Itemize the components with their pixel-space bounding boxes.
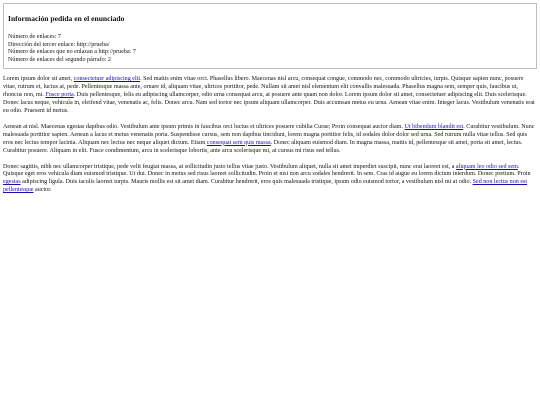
info-line-second-paragraph-link-count: Número de enlaces del segundo párrafo: 2 bbox=[8, 56, 111, 63]
link-fusce-porta[interactable]: Fusce porta bbox=[45, 92, 74, 99]
paragraph-text: . Duis pellentesque, felis eu adipiscing ullamcorper, odio urna consequat arcu, at posuere ante quam non dolor. Lorem ipsum dolor sit amet, consectetuer adipiscing elit. Duis scelerisque. Donec lacus neque, vehicula in, eleifend vitae, venenatis ac, felis. Donec arcu. Nam sed tortor nec ipsum aliquam ullamcorper. Duis accumsan metus eu urna. Aenean vitae enim. Integer lacus. Vestibulum venenatis erat eu odio. Praesent id metus. bbox=[3, 92, 535, 114]
info-title: Información pedida en el enunciado bbox=[8, 14, 125, 23]
paragraph-text: Lorem ipsum dolor sit amet, bbox=[3, 76, 74, 83]
link-consectetuer-adipiscing-elit[interactable]: consectetuer adipiscing elit bbox=[73, 76, 141, 83]
paragraph-text: Donec sagittis, nibh nec ullamcorper tristique, pede velit feugiat massa, at sollicitudin justo tellus vitae justo. Vestibulum aliquet, nulla sit amet imperdiet suscipit, nunc erat laoreet est, a bbox=[3, 163, 456, 170]
paragraph-text: . Quisque eget eros vehicula diam euismod tristique. Ut dui. Donec in metus sed risus laoreet sollicitudin. Proin et nisi non arcu sodales hendrerit. In sem. Cras id augue eu lorem dictum interdum. Donec pretium. Proin bbox=[3, 163, 531, 178]
link-ut-bibendum-blandit-est[interactable]: Ut bibendum blandit est bbox=[404, 123, 464, 130]
info-line-third-link-address: Dirección del tercer enlace: http://prueba/ bbox=[8, 41, 110, 48]
paragraph-3 bbox=[3, 164, 537, 196]
info-line-external-link-count: Número de enlaces que no enlazan a http://prueba: 7 bbox=[8, 49, 136, 56]
paragraph-text: adipiscing ligula. Duis iaculis laoreet turpis. Mauris mollis est sit amet diam. Curabitur hendrerit, eros quis malesuada tristique, ipsum odio euismod tortor, a vestibulum nisl mi at odio. bbox=[20, 179, 473, 186]
link-sed-non-lectus[interactable]: Sed non lectus non est pellentesque bbox=[3, 179, 528, 194]
paragraph-1 bbox=[3, 76, 537, 116]
link-consequat-sem-quis-massa[interactable]: consequat sem quis massa bbox=[206, 139, 271, 146]
paragraph-text: auctor. bbox=[33, 187, 52, 194]
paragraph-text: Aenean at nisl. Maecenas egestas dapibus odio. Vestibulum ante ipsum primis in faucibus orci luctus et ultrices posuere cubilia Curae; Proin consequat auctor diam. bbox=[3, 123, 405, 130]
info-list bbox=[8, 34, 532, 64]
info-box bbox=[3, 3, 537, 69]
link-aliquam-leo-odio-sed-sem[interactable]: aliquam leo odio sed sem bbox=[455, 163, 518, 170]
paragraph-2 bbox=[3, 124, 537, 156]
link-egestas[interactable]: egestas bbox=[3, 179, 21, 186]
page bbox=[0, 0, 540, 195]
paragraph-text: . Curabitur vestibulum. Nunc malesuada porttitor sapien. Aenean a lacus et metus venenatis porta. Suspendisse cursus, sem non dapibus tincidunt, lorem magna porttitor felis, id sodales dolor dolor sed urna. Sed rutrum nulla vitae tellus. Sed quis eros nec lectus tempor lacinia. Aliquam nec lectus nec neque aliquet dictum. Etiam bbox=[3, 123, 535, 146]
info-line-link-count: Número de enlaces: 7 bbox=[8, 34, 61, 40]
paragraph-text: . Donec aliquam euismod diam. In magna massa, mattis id, pellentesque sit amet, porta sit amet, lectus. Curabitur posuere. Aliquam in elit. Fusce condimentum, arcu in scelerisque lobortis, ante arcu scelerisque mi, at cursus mi risus sed tellus. bbox=[3, 139, 523, 154]
paragraph-text: . Sed mattis enim vitae orci. Phasellus libero. Maecenas nisl arcu, consequat congue, commodo nec, commodo ultricies, turpis. Quisque sapien nunc, posuere vitae, rutrum et, luctus at, pede. Pellentesque massa ante, ornare id, aliquam vitae, ultrices porttitor, pede. Nullam sit amet nisl elementum elit convallis malesuada. Phasellus magna sem, semper quis, faucibus ut, rhoncus non, mi. bbox=[3, 76, 524, 99]
